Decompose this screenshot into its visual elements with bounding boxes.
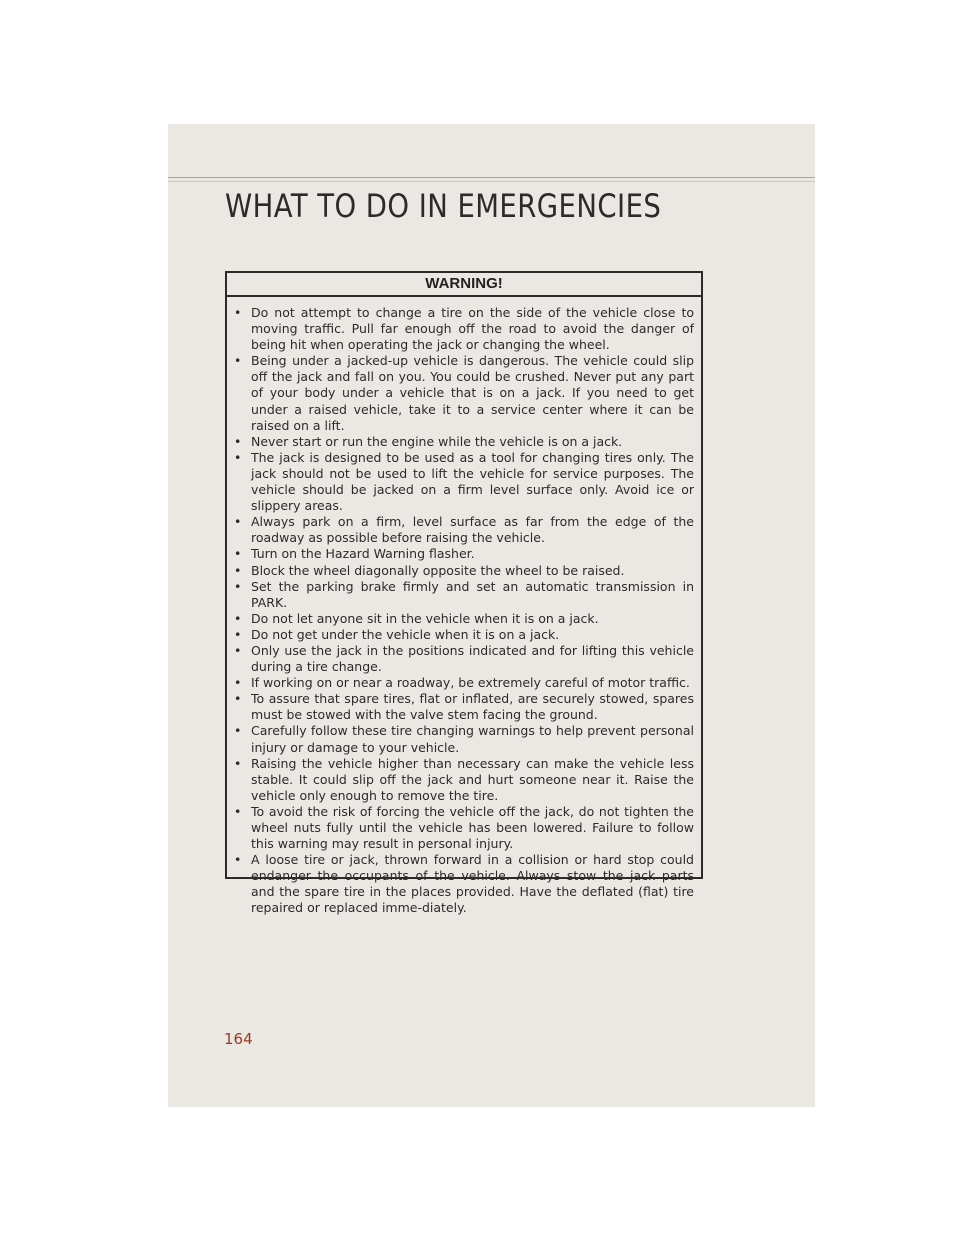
warning-item-text: To avoid the risk of forcing the vehicle off the jack, do not tighten the wheel nuts fully until the vehicle has been lowered. Failure to follow this warning may result in personal injury.	[251, 803, 694, 852]
bullet-icon: •	[234, 803, 242, 819]
warning-item-text: To assure that spare tires, flat or inflated, are securely stowed, spares must be stowed with the valve stem facing the ground.	[251, 691, 694, 723]
warning-item-text: Set the parking brake firmly and set an automatic transmission in PARK.	[251, 578, 694, 610]
bullet-icon: •	[234, 723, 242, 739]
warning-item-text: Do not let anyone sit in the vehicle when it is on a jack.	[251, 610, 599, 626]
warning-item	[227, 627, 694, 643]
warning-item-text: Only use the jack in the positions indicated and for lifting this vehicle during a tire change.	[251, 642, 694, 675]
bullet-icon: •	[234, 546, 242, 562]
bullet-icon: •	[234, 449, 242, 465]
bullet-icon: •	[234, 755, 242, 771]
warning-item	[227, 546, 694, 562]
bullet-icon: •	[234, 433, 242, 449]
section-title: WHAT TO DO IN EMERGENCIES	[225, 187, 662, 225]
warning-item	[227, 514, 694, 546]
warning-title: WARNING!	[227, 273, 701, 297]
warning-item	[227, 804, 694, 852]
warning-item-text: Block the wheel diagonally opposite the wheel to be raised.	[251, 562, 625, 578]
warning-item-text: Do not get under the vehicle when it is on a jack.	[251, 626, 560, 642]
warning-item-text: Never start or run the engine while the vehicle is on a jack.	[251, 433, 623, 449]
warning-item	[227, 611, 694, 627]
warning-item	[227, 756, 694, 804]
warning-item-text: If working on or near a roadway, be extremely careful of motor traffic.	[251, 675, 690, 691]
warning-item-text: A loose tire or jack, thrown forward in a collision or hard stop could endanger the occupants of the vehicle. Always stow the jack parts and the spare tire in the places provided. Have the deflated (flat) tire repaired or replaced imme-diately.	[251, 852, 694, 916]
warning-item-text: Being under a jacked-up vehicle is dangerous. The vehicle could slip off the jack and fall on you. You could be crushed. Never put any part of your body under a vehicle that is on a jack. If you need to get under a raised vehicle, take it to a service center where it can be raised on a lift.	[251, 353, 694, 433]
warning-item	[227, 723, 694, 755]
warning-item	[227, 563, 694, 579]
warning-item	[227, 852, 694, 916]
warning-item	[227, 353, 694, 433]
warning-list	[227, 297, 701, 917]
warning-item	[227, 691, 694, 723]
header-rule	[168, 177, 815, 178]
bullet-icon: •	[234, 610, 242, 626]
warning-item	[227, 450, 694, 514]
page-number: 164	[224, 1030, 253, 1048]
warning-item-text: Raising the vehicle higher than necessary can make the vehicle less stable. It could slip off the jack and hurt someone near it. Raise the vehicle only enough to remove the tire.	[251, 755, 694, 803]
warning-item	[227, 675, 694, 691]
warning-item-text: The jack is designed to be used as a tool for changing tires only. The jack should not be used to lift the vehicle for service purposes. The vehicle should be jacked on a firm level surface only. Avoid ice or slippery areas.	[251, 449, 694, 514]
warning-item	[227, 579, 694, 611]
warning-item-text: Do not attempt to change a tire on the side of the vehicle close to moving traffic. Pull far enough off the road to avoid the danger of being hit when operating the jack or changing the wheel.	[251, 305, 694, 353]
bullet-icon: •	[234, 562, 242, 578]
bullet-icon: •	[234, 852, 242, 868]
warning-item-text: Carefully follow these tire changing warnings to help prevent personal injury or damage to your vehicle.	[251, 723, 694, 755]
warning-item-text: Turn on the Hazard Warning flasher.	[251, 546, 475, 562]
warning-item	[227, 434, 694, 450]
manual-page	[168, 124, 815, 1107]
bullet-icon: •	[234, 514, 242, 530]
header-rule-secondary	[168, 181, 815, 182]
bullet-icon: •	[234, 578, 242, 594]
bullet-icon: •	[234, 691, 242, 707]
warning-item	[227, 643, 694, 675]
bullet-icon: •	[234, 642, 242, 658]
bullet-icon: •	[234, 626, 242, 642]
bullet-icon: •	[234, 353, 242, 369]
warning-item	[227, 305, 694, 353]
warning-box	[225, 271, 703, 916]
bullet-icon: •	[234, 675, 242, 691]
bullet-icon: •	[234, 305, 242, 320]
warning-item-text: Always park on a firm, level surface as far from the edge of the roadway as possible before raising the vehicle.	[251, 514, 694, 546]
